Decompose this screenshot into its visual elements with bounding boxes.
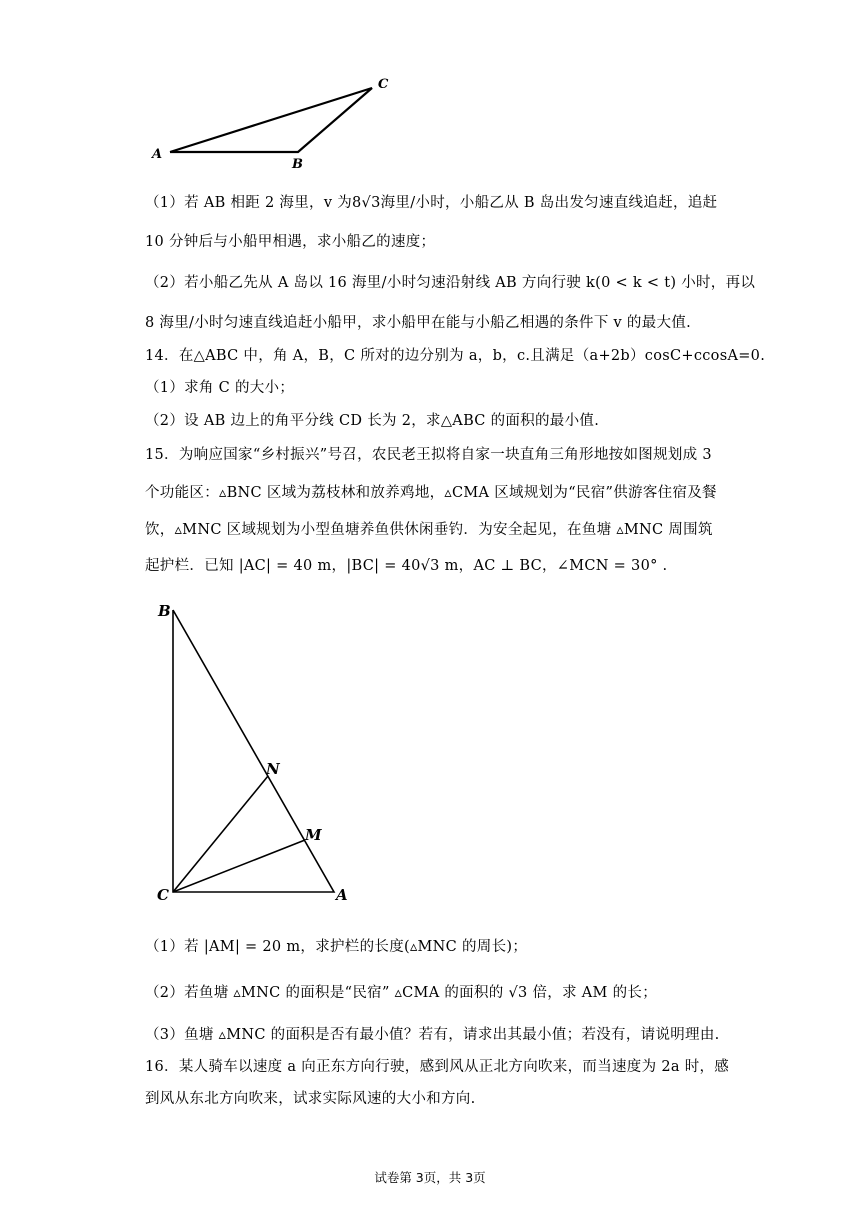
q16-line1: 16．某人骑车以速度 a 向正东方向行驶，感到风从正北方向吹来，而当速度为 2a 时，感 [145,1059,730,1075]
label-b: B [158,602,171,620]
page-footer: 试卷第 3页，共 3页 [374,1170,486,1185]
label-b: B [292,157,303,172]
segment-cm [173,840,305,892]
q15-stem-line2: 个功能区：▵BNC 区域为荔枝林和放养鸡地，▵CMA 区域规划为“民宿”供游客住宿及餐 [145,485,717,501]
q14-part2: （2）设 AB 边上的角平分线 CD 长为 2，求△ABC 的面积的最小值. [145,413,600,429]
q15-part2: （2）若鱼塘 ▵MNC 的面积是“民宿” ▵CMA 的面积的 √3 倍，求 AM 的长； [145,985,658,1001]
figure-right-triangle [0,580,860,910]
q13-part2-line1: （2）若小船乙先从 A 岛以 16 海里/小时匀速沿射线 AB 方向行驶 k(0 < k < t) 小时，再以 [145,275,756,291]
q15-stem-line4: 起护栏．已知 |AC| = 40 m，|BC| = 40√3 m，AC ⊥ BC，∠MCN = 30° . [145,558,668,574]
segment-cn [173,776,268,892]
figure-triangle-abc [0,0,860,180]
q15-part1: （1）若 |AM| = 20 m，求护栏的长度(▵MNC 的周长)； [145,939,528,955]
q15-stem-line3: 饮，▵MNC 区域规划为小型鱼塘养鱼供休闲垂钓．为安全起见，在鱼塘 ▵MNC 周围筑 [145,522,713,538]
q14-part1: （1）求角 C 的大小； [145,380,295,396]
q13-part2-line2: 8 海里/小时匀速直线追赶小船甲，求小船甲在能与小船乙相遇的条件下 v 的最大值. [145,315,692,331]
label-c: C [378,77,389,92]
triangle-bca-outline [173,610,334,892]
triangle-abc-outline [170,88,372,152]
label-n: N [266,760,280,778]
q13-part1-line1: （1）若 AB 相距 2 海里，v 为8√3海里/小时，小船乙从 B 岛出发匀速直线追赶，追赶 [145,195,718,211]
q15-part3: （3）鱼塘 ▵MNC 的面积是否有最小值？若有，请求出其最小值；若没有，请说明理由. [145,1027,720,1043]
q16-line2: 到风从东北方向吹来，试求实际风速的大小和方向. [145,1091,476,1107]
q13-part1-line2: 10 分钟后与小船甲相遇，求小船乙的速度； [145,234,436,250]
q14-stem: 14．在△ABC 中，角 A，B，C 所对的边分别为 a，b，c.且满足（a+2b）cosC+ccosA=0. [145,348,766,364]
label-c: C [157,886,169,904]
label-m: M [305,826,322,844]
label-a: A [152,147,163,162]
q15-stem-line1: 15．为响应国家“乡村振兴”号召，农民老王拟将自家一块直角三角形地按如图规划成 3 [145,447,712,463]
label-a: A [336,886,348,904]
